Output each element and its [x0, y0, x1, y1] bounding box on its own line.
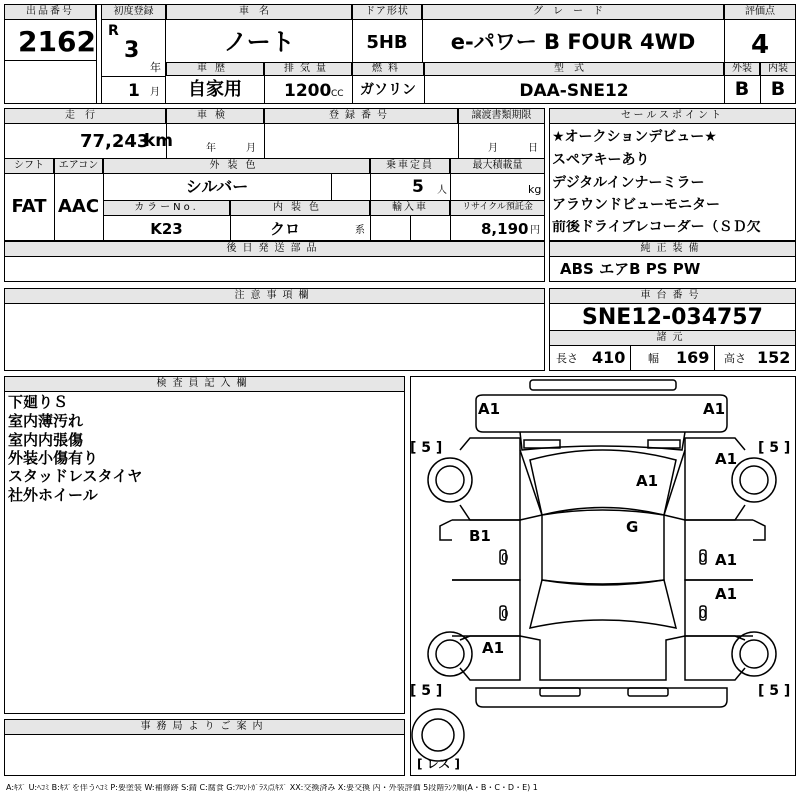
capacity: 5 — [412, 177, 424, 197]
load-label: 最大積載量 — [450, 158, 545, 174]
door-label: ドア形状 — [352, 4, 422, 20]
mileage: 77,243 — [80, 131, 150, 152]
sales-point-item: スペアキーあり — [552, 152, 650, 168]
tire-front-right: [ 5 ] — [758, 440, 791, 456]
int-color-label: 内装色 — [230, 200, 370, 216]
plate-label: 登録番号 — [264, 108, 458, 124]
sales-point-item: 前後ドライブレコーダー（ＳＤ欠 — [552, 220, 761, 234]
door-type: 5HB — [366, 32, 408, 53]
chassis-no: SNE12-034757 — [582, 305, 763, 330]
recycle-unit: 円 — [530, 225, 540, 236]
grade-label: グレード — [422, 4, 724, 20]
reg-month-unit: 月 — [150, 87, 160, 98]
load-unit: kg — [528, 183, 542, 196]
transfer-label: 譲渡書類期限 — [458, 108, 545, 124]
inspection-month-unit: 月 — [246, 143, 256, 154]
inspection-year-unit: 年 — [206, 143, 216, 154]
history: 自家用 — [188, 79, 242, 100]
int-color-unit: 系 — [355, 225, 365, 236]
inspection-label: 車検 — [166, 108, 264, 124]
inspector-line: 下廻りＳ — [8, 393, 69, 411]
specs-label: 諸元 — [549, 330, 796, 346]
inspector-line: 室内内張傷 — [8, 431, 84, 449]
disp-unit: CC — [331, 89, 344, 99]
length-label: 長さ — [556, 352, 578, 365]
lot-no-label: 出品番号 — [4, 4, 96, 20]
shift: FAT — [11, 196, 47, 217]
later-parts-label: 後日発送部品 — [4, 241, 545, 257]
reg-year-unit: 年 — [150, 61, 161, 74]
damage-mark-zero: 0 — [501, 551, 509, 565]
sales-point-item: デジタルインナーミラー — [552, 175, 705, 191]
sales-point-item: ★オークションデビュー★ — [552, 129, 717, 145]
inspector-line: 社外ホイール — [8, 486, 98, 504]
height-label: 高さ — [724, 352, 746, 365]
color-no: K23 — [150, 220, 183, 238]
transfer-day-unit: 日 — [528, 143, 538, 154]
recycle-fee: 8,190 — [481, 220, 529, 238]
mileage-unit: km — [144, 131, 174, 151]
inspector-line: 外装小傷有り — [8, 449, 99, 467]
displacement: 1200 — [284, 81, 332, 101]
damage-glass: G — [626, 518, 639, 536]
damage-door-left: B1 — [469, 527, 491, 545]
damage-fender-right: A1 — [715, 450, 738, 468]
ext-grade: B — [734, 78, 750, 100]
exterior-color: シルバー — [185, 177, 249, 196]
color-no-label: カラーNo. — [103, 200, 230, 216]
reg-month: 1 — [128, 81, 140, 101]
height: 152 — [757, 348, 791, 367]
recycle-label: リサイクル預託金 — [450, 200, 545, 216]
int-label: 内装 — [760, 62, 796, 76]
color-label: 外装色 — [103, 158, 370, 174]
lot-no: 2162 — [18, 25, 96, 58]
ac-label: エアコン — [54, 158, 103, 174]
damage-door-right-rear: A1 — [715, 585, 738, 603]
damage-door-right-front: A1 — [715, 551, 738, 569]
reg-year: 3 — [124, 38, 140, 63]
model-code: DAA-SNE12 — [519, 81, 629, 101]
damage-quarter-left: A1 — [482, 639, 505, 657]
grade: e-パワー B FOUR 4WD — [450, 30, 696, 54]
notes-label: 注意事項欄 — [4, 288, 545, 304]
tire-rear-right: [ 5 ] — [758, 683, 791, 699]
tire-spare: [ レス ] — [417, 757, 460, 771]
int-grade: B — [770, 78, 786, 100]
car-name: ノート — [223, 28, 295, 56]
fuel: ガソリン — [360, 82, 416, 98]
inspector-label: 検査員記入欄 — [4, 376, 405, 392]
ext-label: 外装 — [724, 62, 760, 76]
transfer-month-unit: 月 — [488, 143, 498, 154]
damage-front-right: A1 — [703, 400, 726, 418]
width: 169 — [676, 348, 710, 367]
mileage-label: 走行 — [4, 108, 166, 124]
shift-label: シフト — [4, 158, 54, 174]
office-label: 事務局よりご案内 — [4, 719, 405, 735]
reg-label: 初度登録 — [101, 4, 166, 20]
equipment: ABS エアB PS PW — [560, 260, 701, 278]
chassis-label: 車台番号 — [549, 288, 796, 304]
score: 4 — [750, 30, 770, 60]
damage-front-left: A1 — [478, 400, 501, 418]
length: 410 — [592, 348, 626, 367]
sales-point-item: アラウンドビューモニター — [552, 197, 720, 213]
import-label: 輸入車 — [370, 200, 450, 216]
disp-label: 排気量 — [264, 62, 352, 76]
sales-points-label: セールスポイント — [549, 108, 796, 124]
damage-mark-zero: 0 — [699, 551, 707, 565]
tire-rear-left: [ 5 ] — [410, 683, 443, 699]
name-label: 車名 — [166, 4, 352, 20]
equipment-label: 純正装備 — [549, 241, 796, 257]
score-label: 評価点 — [724, 4, 796, 20]
tire-front-left: [ 5 ] — [410, 440, 443, 456]
fuel-label: 燃料 — [352, 62, 424, 76]
interior-color: クロ — [269, 220, 300, 238]
width-label: 幅 — [648, 352, 659, 365]
damage-mark-zero: 0 — [501, 607, 509, 621]
reg-era: R — [108, 23, 119, 39]
capacity-label: 乗車定員 — [370, 158, 450, 174]
history-label: 車歴 — [166, 62, 264, 76]
ac: AAC — [57, 196, 100, 217]
inspector-line: 室内薄汚れ — [8, 412, 84, 430]
model-label: 型式 — [424, 62, 724, 76]
damage-hood: A1 — [636, 472, 659, 490]
legend: A:ｷｽﾞ U:ﾍｺﾐ B:ｷｽﾞを伴うﾍｺﾐ P:要塗装 W:補修跡 S:錆 C:腐食 G:ﾌﾛﾝﾄｶﾞﾗｽ点ｷｽﾞ XX:交換済み X:要交換 内・外装評価 5段階ﾗﾝｸ順(A・B・C・D・E) 1 — [6, 784, 538, 792]
damage-mark-zero: 0 — [699, 607, 707, 621]
inspector-line: スタッドレスタイヤ — [8, 467, 143, 485]
capacity-unit: 人 — [437, 185, 447, 196]
